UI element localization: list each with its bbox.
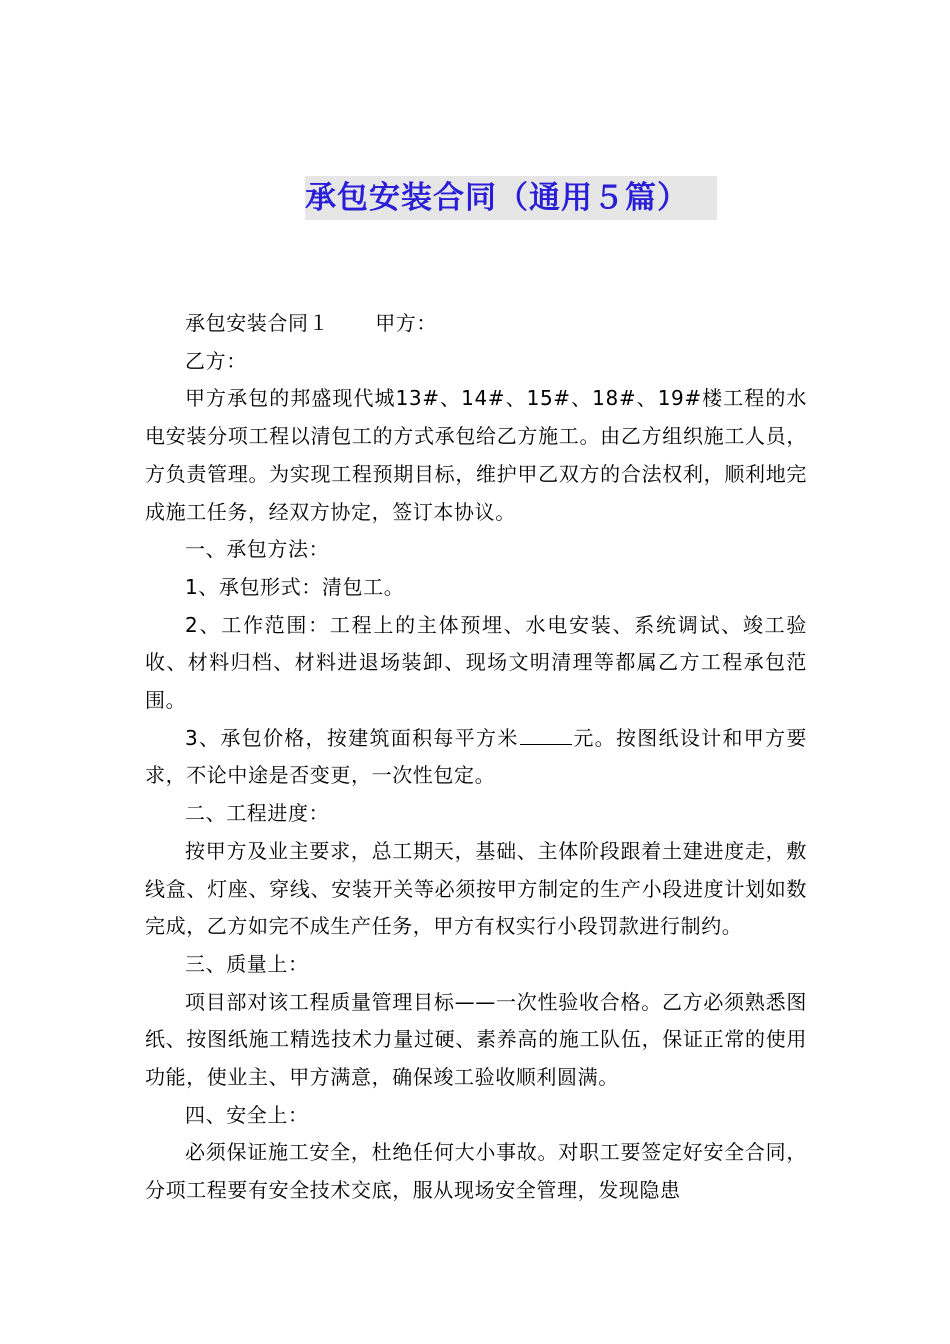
document-title: 承包安装合同（通用５篇） xyxy=(305,176,717,220)
price-blank xyxy=(520,722,572,745)
clause-1-2: 2、工作范围：工程上的主体预埋、水电安装、系统调试、竣工验收、材料归档、材料进退场装卸、现场文明清理等都属乙方工程承包范围。 xyxy=(145,612,807,713)
document-body xyxy=(145,305,807,1210)
clause-1-1: 1、承包形式：清包工。 xyxy=(185,574,405,599)
clause-1-3-part-b: 元。按图纸设计和甲方要求，不论中途是否变更，一次性包定。 xyxy=(145,725,807,788)
party-a-label: 甲方： xyxy=(375,311,438,335)
intro-heading: 承包安装合同１ xyxy=(185,311,330,335)
section-heading-2: 二、工程进度： xyxy=(185,801,330,826)
intro-line xyxy=(145,305,807,343)
section-2-body: 按甲方及业主要求，总工期天，基础、主体阶段跟着土建进度走，敷线盒、灯座、穿线、安装开关等必须按甲方制定的生产小段进度计划如数完成，乙方如完不成生产任务，甲方有权实行小段罚款进行制约。 xyxy=(145,838,807,939)
section-3-body: 项目部对该工程质量管理目标——一次性验收合格。乙方必须熟悉图纸、按图纸施工精选技术力量过硬、素养高的施工队伍，保证正常的使用功能，使业主、甲方满意，确保竣工验收顺利圆满。 xyxy=(145,989,807,1090)
paragraph-preamble: 甲方承包的邦盛现代城13#、14#、15#、18#、19#楼工程的水电安装分项工程以清包工的方式承包给乙方施工。由乙方组织施工人员，方负责管理。为实现工程预期目标，维护甲乙双方的合法权利，顺利地完成施工任务，经双方协定，签订本协议。 xyxy=(145,386,807,524)
clause-1-3-part-a: 3、承包价格，按建筑面积每平方米 xyxy=(185,725,519,750)
section-heading-4: 四、安全上： xyxy=(185,1102,309,1127)
section-4-body: 必须保证施工安全，杜绝任何大小事故。对职工要签定好安全合同，分项工程要有安全技术交底，服从现场安全管理，发现隐患 xyxy=(145,1140,807,1203)
section-heading-3: 三、质量上： xyxy=(185,951,309,976)
section-heading-1: 一、承包方法： xyxy=(185,537,330,562)
title-container xyxy=(0,176,950,220)
clause-1-3 xyxy=(145,720,807,795)
party-b-line: 乙方： xyxy=(185,348,247,373)
